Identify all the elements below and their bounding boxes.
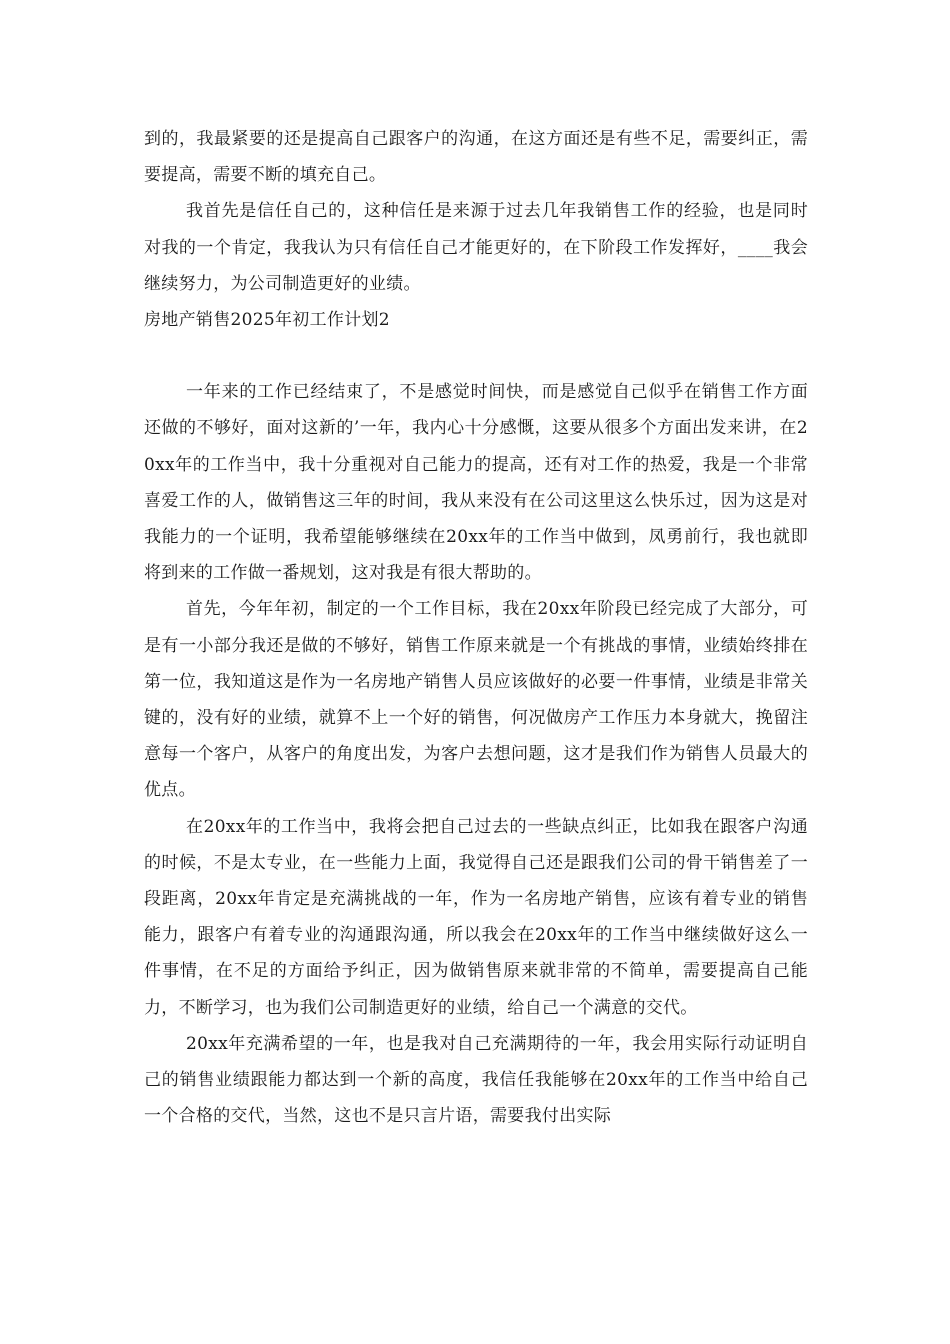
blank-line [144, 338, 808, 374]
paragraph-6: 20xx年充满希望的一年，也是我对自己充满期待的一年，我会用实际行动证明自己的销售业绩跟能力都达到一个新的高度，我信任我能够在20xx年的工作当中给自己一个合格的交代，当然，这也不是只言片语，需要我付出实际 [144, 1033, 808, 1127]
paragraph-3: 一年来的工作已经结束了，不是感觉时间快，而是感觉自己似乎在销售工作方面还做的不够好，面对这新的’一年，我内心十分感慨，这要从很多个方面出发来讲，在20xx年的工作当中，我十分重视对自己能力的提高，还有对工作的热爱，我是一个非常喜爱工作的人，做销售这三年的时间，我从来没有在公司这里这么快乐过，因为这是对我能力的一个证明，我希望能够继续在20xx年的工作当中做到，凤勇前行，我也就即将到来的工作做一番规划，这对我是有很大帮助的。 [144, 382, 808, 584]
document-page [144, 121, 808, 1134]
section-heading: 房地产销售2025年初工作计划2 [144, 310, 390, 331]
paragraph-1: 到的，我最紧要的还是提高自己跟客户的沟通，在这方面还是有些不足，需要纠正，需要提高，需要不断的填充自己。 [144, 129, 808, 186]
paragraph-4: 首先，今年年初，制定的一个工作目标，我在20xx年阶段已经完成了大部分，可是有一小部分我还是做的不够好，销售工作原来就是一个有挑战的事情，业绩始终排在第一位，我知道这是作为一名房地产销售人员应该做好的必要一件事情，业绩是非常关键的，没有好的业绩，就算不上一个好的销售，何况做房产工作压力本身就大，挽留注意每一个客户，从客户的角度出发，为客户去想问题，这才是我们作为销售人员最大的优点。 [144, 599, 808, 801]
paragraph-2: 我首先是信任自己的，这种信任是来源于过去几年我销售工作的经验，也是同时对我的一个肯定，我我认为只有信任自己才能更好的，在下阶段工作发挥好，____我会继续努力，为公司制造更好的业绩。 [144, 201, 808, 294]
paragraph-5: 在20xx年的工作当中，我将会把自己过去的一些缺点纠正，比如我在跟客户沟通的时候，不是太专业，在一些能力上面，我觉得自己还是跟我们公司的骨干销售差了一段距离，20xx年肯定是充满挑战的一年，作为一名房地产销售，应该有着专业的销售能力，跟客户有着专业的沟通跟沟通，所以我会在20xx年的工作当中继续做好这么一件事情，在不足的方面给予纠正，因为做销售原来就非常的不简单，需要提高自己能力，不断学习，也为我们公司制造更好的业绩，给自己一个满意的交代。 [144, 816, 808, 1018]
